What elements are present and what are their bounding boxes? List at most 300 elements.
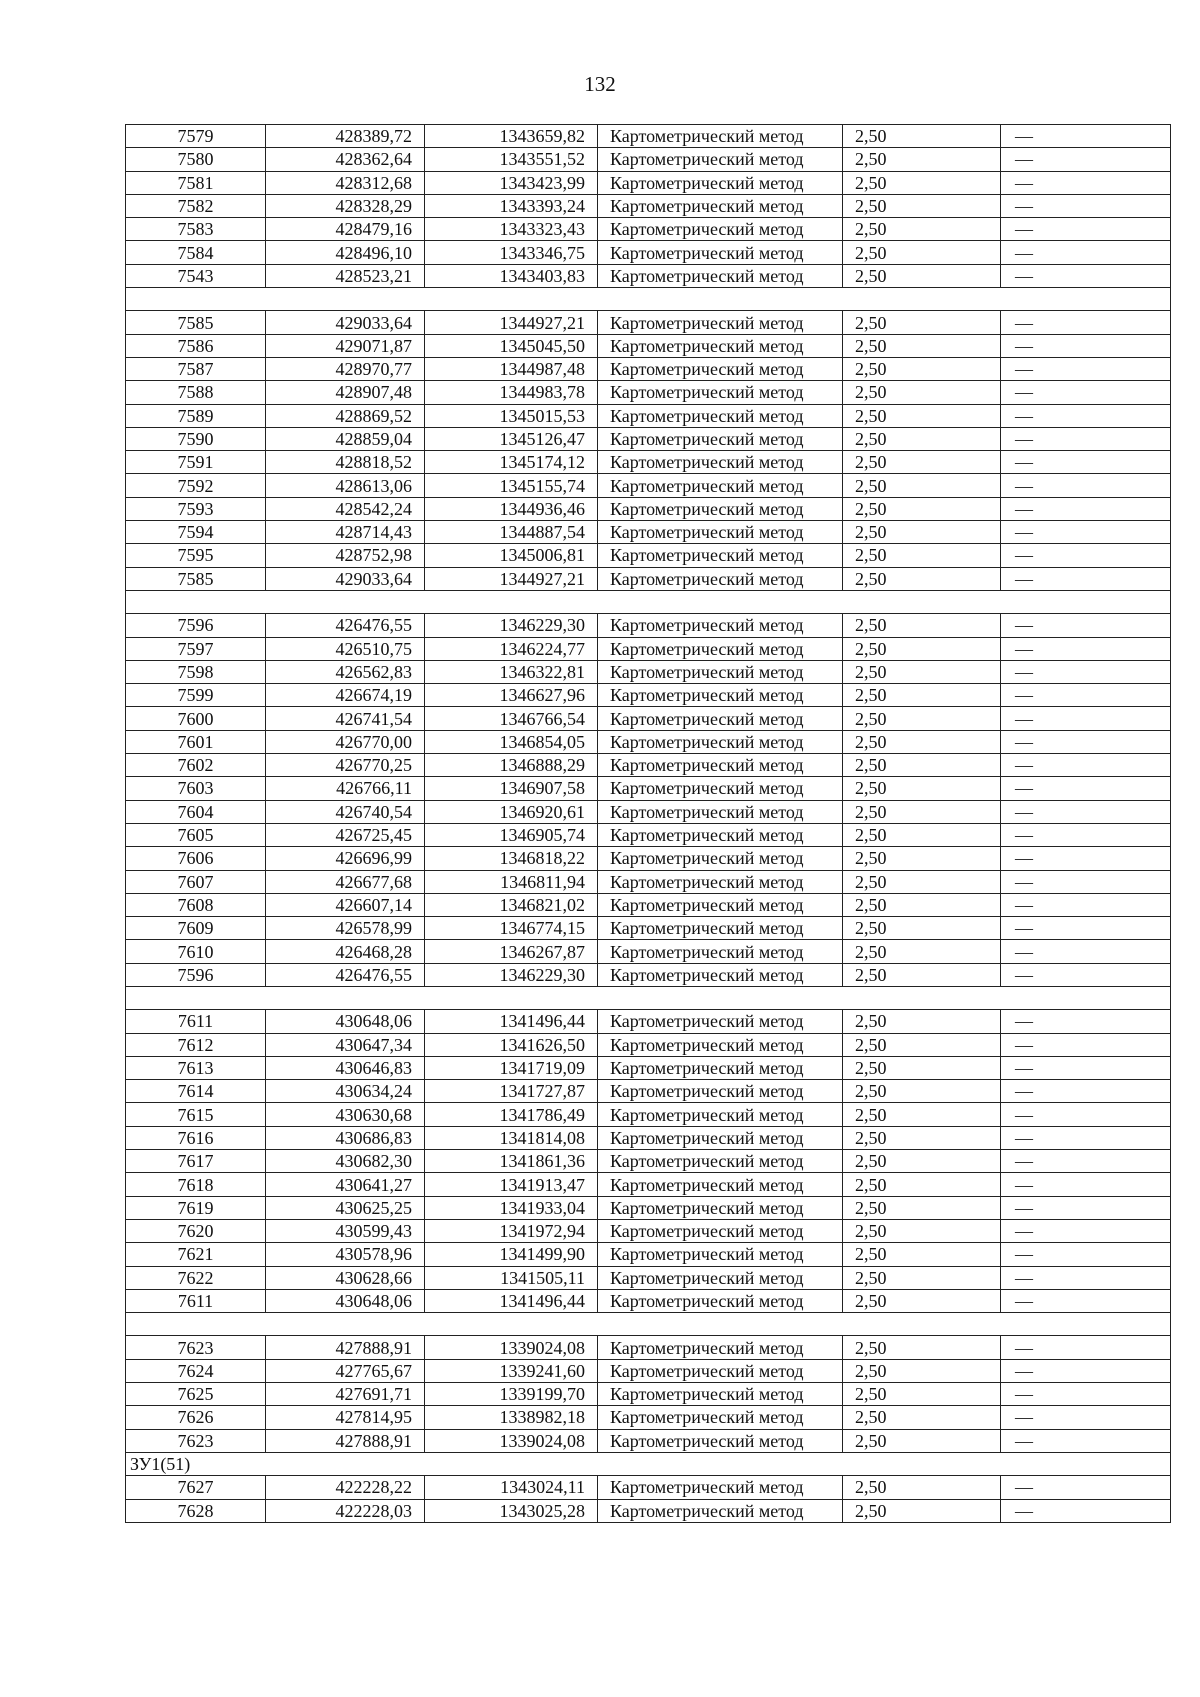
- description-cell: —: [1001, 1150, 1171, 1173]
- x-coordinate-cell: 422228,22: [266, 1476, 425, 1499]
- y-coordinate-cell: 1345006,81: [425, 544, 598, 567]
- point-number-cell: 7588: [126, 381, 266, 404]
- description-cell: —: [1001, 1173, 1171, 1196]
- table-row: [126, 381, 1171, 404]
- y-coordinate-cell: 1346888,29: [425, 754, 598, 777]
- accuracy-cell: 2,50: [843, 474, 1001, 497]
- point-number-cell: 7596: [126, 614, 266, 637]
- method-cell: Картометрический метод: [598, 1499, 843, 1522]
- point-number-cell: 7602: [126, 754, 266, 777]
- table-row: [126, 264, 1171, 287]
- y-coordinate-cell: 1345126,47: [425, 427, 598, 450]
- y-coordinate-cell: 1346322,81: [425, 660, 598, 683]
- y-coordinate-cell: 1346811,94: [425, 870, 598, 893]
- x-coordinate-cell: 430648,06: [266, 1010, 425, 1033]
- table-row: [126, 194, 1171, 217]
- accuracy-cell: 2,50: [843, 404, 1001, 427]
- table-row: [126, 497, 1171, 520]
- y-coordinate-cell: 1345155,74: [425, 474, 598, 497]
- point-number-cell: 7609: [126, 917, 266, 940]
- point-number-cell: 7628: [126, 1499, 266, 1522]
- x-coordinate-cell: 430625,25: [266, 1196, 425, 1219]
- accuracy-cell: 2,50: [843, 1243, 1001, 1266]
- section-label: ЗУ1(51): [126, 1452, 1171, 1475]
- point-number-cell: 7621: [126, 1243, 266, 1266]
- table-row: [126, 1383, 1171, 1406]
- description-cell: —: [1001, 1080, 1171, 1103]
- method-cell: Картометрический метод: [598, 194, 843, 217]
- method-cell: Картометрический метод: [598, 660, 843, 683]
- x-coordinate-cell: 428613,06: [266, 474, 425, 497]
- y-coordinate-cell: 1341496,44: [425, 1010, 598, 1033]
- y-coordinate-cell: 1345174,12: [425, 451, 598, 474]
- point-number-cell: 7597: [126, 637, 266, 660]
- description-cell: —: [1001, 1476, 1171, 1499]
- x-coordinate-cell: 430630,68: [266, 1103, 425, 1126]
- y-coordinate-cell: 1343346,75: [425, 241, 598, 264]
- x-coordinate-cell: 426766,11: [266, 777, 425, 800]
- accuracy-cell: 2,50: [843, 264, 1001, 287]
- description-cell: —: [1001, 754, 1171, 777]
- method-cell: Картометрический метод: [598, 614, 843, 637]
- y-coordinate-cell: 1339024,08: [425, 1336, 598, 1359]
- x-coordinate-cell: 426770,25: [266, 754, 425, 777]
- method-cell: Картометрический метод: [598, 1173, 843, 1196]
- table-row: [126, 777, 1171, 800]
- point-number-cell: 7624: [126, 1359, 266, 1382]
- table-row: [126, 1103, 1171, 1126]
- accuracy-cell: 2,50: [843, 334, 1001, 357]
- point-number-cell: 7586: [126, 334, 266, 357]
- accuracy-cell: 2,50: [843, 823, 1001, 846]
- table-row: [126, 1056, 1171, 1079]
- section-separator-row: [126, 1313, 1171, 1336]
- accuracy-cell: 2,50: [843, 917, 1001, 940]
- table-row: [126, 218, 1171, 241]
- y-coordinate-cell: 1344987,48: [425, 357, 598, 380]
- method-cell: Картометрический метод: [598, 521, 843, 544]
- x-coordinate-cell: 428312,68: [266, 171, 425, 194]
- point-number-cell: 7611: [126, 1010, 266, 1033]
- point-number-cell: 7622: [126, 1266, 266, 1289]
- x-coordinate-cell: 430578,96: [266, 1243, 425, 1266]
- description-cell: —: [1001, 567, 1171, 590]
- description-cell: —: [1001, 1056, 1171, 1079]
- table-row: [126, 1476, 1171, 1499]
- method-cell: Картометрический метод: [598, 940, 843, 963]
- point-number-cell: 7619: [126, 1196, 266, 1219]
- separator-cell: [126, 590, 1171, 613]
- point-number-cell: 7607: [126, 870, 266, 893]
- table-row: [126, 870, 1171, 893]
- description-cell: —: [1001, 1126, 1171, 1149]
- x-coordinate-cell: 426607,14: [266, 893, 425, 916]
- method-cell: Картометрический метод: [598, 777, 843, 800]
- description-cell: —: [1001, 1383, 1171, 1406]
- x-coordinate-cell: 427765,67: [266, 1359, 425, 1382]
- table-row: [126, 684, 1171, 707]
- y-coordinate-cell: 1341719,09: [425, 1056, 598, 1079]
- method-cell: Картометрический метод: [598, 264, 843, 287]
- method-cell: Картометрический метод: [598, 567, 843, 590]
- point-number-cell: 7580: [126, 148, 266, 171]
- point-number-cell: 7620: [126, 1219, 266, 1242]
- description-cell: —: [1001, 1429, 1171, 1452]
- y-coordinate-cell: 1341814,08: [425, 1126, 598, 1149]
- description-cell: —: [1001, 823, 1171, 846]
- point-number-cell: 7626: [126, 1406, 266, 1429]
- accuracy-cell: 2,50: [843, 148, 1001, 171]
- x-coordinate-cell: 429033,64: [266, 311, 425, 334]
- description-cell: —: [1001, 381, 1171, 404]
- point-number-cell: 7584: [126, 241, 266, 264]
- method-cell: Картометрический метод: [598, 637, 843, 660]
- x-coordinate-cell: 428818,52: [266, 451, 425, 474]
- table-row: [126, 847, 1171, 870]
- accuracy-cell: 2,50: [843, 754, 1001, 777]
- table-row: [126, 823, 1171, 846]
- x-coordinate-cell: 430599,43: [266, 1219, 425, 1242]
- point-number-cell: 7605: [126, 823, 266, 846]
- point-number-cell: 7606: [126, 847, 266, 870]
- y-coordinate-cell: 1346774,15: [425, 917, 598, 940]
- description-cell: —: [1001, 800, 1171, 823]
- y-coordinate-cell: 1343423,99: [425, 171, 598, 194]
- accuracy-cell: 2,50: [843, 963, 1001, 986]
- description-cell: —: [1001, 917, 1171, 940]
- table-row: [126, 125, 1171, 148]
- accuracy-cell: 2,50: [843, 1266, 1001, 1289]
- x-coordinate-cell: 430686,83: [266, 1126, 425, 1149]
- method-cell: Картометрический метод: [598, 800, 843, 823]
- accuracy-cell: 2,50: [843, 870, 1001, 893]
- accuracy-cell: 2,50: [843, 451, 1001, 474]
- method-cell: Картометрический метод: [598, 357, 843, 380]
- point-number-cell: 7600: [126, 707, 266, 730]
- description-cell: —: [1001, 1033, 1171, 1056]
- description-cell: —: [1001, 1103, 1171, 1126]
- y-coordinate-cell: 1346627,96: [425, 684, 598, 707]
- table-row: [126, 1243, 1171, 1266]
- table-row: [126, 1429, 1171, 1452]
- y-coordinate-cell: 1343024,11: [425, 1476, 598, 1499]
- description-cell: —: [1001, 730, 1171, 753]
- x-coordinate-cell: 430647,34: [266, 1033, 425, 1056]
- y-coordinate-cell: 1341499,90: [425, 1243, 598, 1266]
- method-cell: Картометрический метод: [598, 544, 843, 567]
- y-coordinate-cell: 1344936,46: [425, 497, 598, 520]
- y-coordinate-cell: 1341913,47: [425, 1173, 598, 1196]
- accuracy-cell: 2,50: [843, 218, 1001, 241]
- method-cell: Картометрический метод: [598, 1359, 843, 1382]
- table-row: [126, 707, 1171, 730]
- point-number-cell: 7587: [126, 357, 266, 380]
- y-coordinate-cell: 1346854,05: [425, 730, 598, 753]
- accuracy-cell: 2,50: [843, 357, 1001, 380]
- method-cell: Картометрический метод: [598, 1126, 843, 1149]
- table-row: [126, 521, 1171, 544]
- table-row: [126, 614, 1171, 637]
- y-coordinate-cell: 1343551,52: [425, 148, 598, 171]
- y-coordinate-cell: 1339241,60: [425, 1359, 598, 1382]
- accuracy-cell: 2,50: [843, 497, 1001, 520]
- x-coordinate-cell: 428542,24: [266, 497, 425, 520]
- y-coordinate-cell: 1344887,54: [425, 521, 598, 544]
- x-coordinate-cell: 428362,64: [266, 148, 425, 171]
- description-cell: —: [1001, 1499, 1171, 1522]
- table-row: [126, 963, 1171, 986]
- table-row: [126, 1499, 1171, 1522]
- table-row: [126, 404, 1171, 427]
- x-coordinate-cell: 428907,48: [266, 381, 425, 404]
- method-cell: Картометрический метод: [598, 754, 843, 777]
- accuracy-cell: 2,50: [843, 567, 1001, 590]
- method-cell: Картометрический метод: [598, 823, 843, 846]
- table-row: [126, 800, 1171, 823]
- description-cell: —: [1001, 451, 1171, 474]
- y-coordinate-cell: 1346766,54: [425, 707, 598, 730]
- method-cell: Картометрический метод: [598, 241, 843, 264]
- y-coordinate-cell: 1341972,94: [425, 1219, 598, 1242]
- accuracy-cell: 2,50: [843, 1103, 1001, 1126]
- point-number-cell: 7615: [126, 1103, 266, 1126]
- method-cell: Картометрический метод: [598, 1406, 843, 1429]
- x-coordinate-cell: 428714,43: [266, 521, 425, 544]
- accuracy-cell: 2,50: [843, 777, 1001, 800]
- table-row: [126, 1336, 1171, 1359]
- description-cell: —: [1001, 963, 1171, 986]
- separator-cell: [126, 1313, 1171, 1336]
- table-row: [126, 357, 1171, 380]
- y-coordinate-cell: 1341505,11: [425, 1266, 598, 1289]
- section-separator-row: [126, 590, 1171, 613]
- table-row: [126, 940, 1171, 963]
- description-cell: —: [1001, 194, 1171, 217]
- method-cell: Картометрический метод: [598, 847, 843, 870]
- accuracy-cell: 2,50: [843, 1406, 1001, 1429]
- point-number-cell: 7604: [126, 800, 266, 823]
- point-number-cell: 7613: [126, 1056, 266, 1079]
- accuracy-cell: 2,50: [843, 800, 1001, 823]
- coordinates-table: [125, 124, 1171, 1523]
- y-coordinate-cell: 1346920,61: [425, 800, 598, 823]
- method-cell: Картометрический метод: [598, 917, 843, 940]
- accuracy-cell: 2,50: [843, 940, 1001, 963]
- accuracy-cell: 2,50: [843, 1383, 1001, 1406]
- x-coordinate-cell: 422228,03: [266, 1499, 425, 1522]
- accuracy-cell: 2,50: [843, 171, 1001, 194]
- point-number-cell: 7599: [126, 684, 266, 707]
- x-coordinate-cell: 426725,45: [266, 823, 425, 846]
- method-cell: Картометрический метод: [598, 125, 843, 148]
- description-cell: —: [1001, 148, 1171, 171]
- y-coordinate-cell: 1341496,44: [425, 1289, 598, 1312]
- accuracy-cell: 2,50: [843, 614, 1001, 637]
- y-coordinate-cell: 1343659,82: [425, 125, 598, 148]
- y-coordinate-cell: 1346818,22: [425, 847, 598, 870]
- table-row: [126, 1359, 1171, 1382]
- point-number-cell: 7593: [126, 497, 266, 520]
- point-number-cell: 7614: [126, 1080, 266, 1103]
- x-coordinate-cell: 428869,52: [266, 404, 425, 427]
- description-cell: —: [1001, 497, 1171, 520]
- accuracy-cell: 2,50: [843, 1080, 1001, 1103]
- separator-cell: [126, 288, 1171, 311]
- accuracy-cell: 2,50: [843, 893, 1001, 916]
- method-cell: Картометрический метод: [598, 334, 843, 357]
- x-coordinate-cell: 428752,98: [266, 544, 425, 567]
- description-cell: —: [1001, 614, 1171, 637]
- method-cell: Картометрический метод: [598, 684, 843, 707]
- accuracy-cell: 2,50: [843, 1150, 1001, 1173]
- x-coordinate-cell: 427888,91: [266, 1336, 425, 1359]
- x-coordinate-cell: 426741,54: [266, 707, 425, 730]
- point-number-cell: 7610: [126, 940, 266, 963]
- description-cell: —: [1001, 427, 1171, 450]
- y-coordinate-cell: 1338982,18: [425, 1406, 598, 1429]
- x-coordinate-cell: 426476,55: [266, 963, 425, 986]
- description-cell: —: [1001, 125, 1171, 148]
- point-number-cell: 7608: [126, 893, 266, 916]
- y-coordinate-cell: 1346229,30: [425, 614, 598, 637]
- method-cell: Картометрический метод: [598, 1266, 843, 1289]
- method-cell: Картометрический метод: [598, 1383, 843, 1406]
- accuracy-cell: 2,50: [843, 1499, 1001, 1522]
- table-row: [126, 754, 1171, 777]
- point-number-cell: 7579: [126, 125, 266, 148]
- y-coordinate-cell: 1346905,74: [425, 823, 598, 846]
- description-cell: —: [1001, 1219, 1171, 1242]
- method-cell: Картометрический метод: [598, 1103, 843, 1126]
- method-cell: Картометрический метод: [598, 1033, 843, 1056]
- y-coordinate-cell: 1344927,21: [425, 311, 598, 334]
- y-coordinate-cell: 1341933,04: [425, 1196, 598, 1219]
- table-row: [126, 171, 1171, 194]
- y-coordinate-cell: 1346267,87: [425, 940, 598, 963]
- method-cell: Картометрический метод: [598, 1010, 843, 1033]
- table-row: [126, 1289, 1171, 1312]
- x-coordinate-cell: 427691,71: [266, 1383, 425, 1406]
- table-row: [126, 893, 1171, 916]
- description-cell: —: [1001, 1406, 1171, 1429]
- accuracy-cell: 2,50: [843, 1126, 1001, 1149]
- table-row: [126, 1080, 1171, 1103]
- table-row: [126, 917, 1171, 940]
- y-coordinate-cell: 1346821,02: [425, 893, 598, 916]
- table-row: [126, 334, 1171, 357]
- method-cell: Картометрический метод: [598, 404, 843, 427]
- point-number-cell: 7592: [126, 474, 266, 497]
- accuracy-cell: 2,50: [843, 241, 1001, 264]
- point-number-cell: 7625: [126, 1383, 266, 1406]
- description-cell: —: [1001, 1336, 1171, 1359]
- accuracy-cell: 2,50: [843, 1219, 1001, 1242]
- description-cell: —: [1001, 218, 1171, 241]
- x-coordinate-cell: 428496,10: [266, 241, 425, 264]
- y-coordinate-cell: 1341727,87: [425, 1080, 598, 1103]
- section-separator-row: [126, 986, 1171, 1009]
- y-coordinate-cell: 1343323,43: [425, 218, 598, 241]
- x-coordinate-cell: 427814,95: [266, 1406, 425, 1429]
- accuracy-cell: 2,50: [843, 1429, 1001, 1452]
- y-coordinate-cell: 1341786,49: [425, 1103, 598, 1126]
- accuracy-cell: 2,50: [843, 660, 1001, 683]
- point-number-cell: 7616: [126, 1126, 266, 1149]
- y-coordinate-cell: 1344983,78: [425, 381, 598, 404]
- coordinates-table-body: [126, 125, 1171, 1523]
- table-row: [126, 1150, 1171, 1173]
- method-cell: Картометрический метод: [598, 381, 843, 404]
- method-cell: Картометрический метод: [598, 963, 843, 986]
- section-label-row: [126, 1452, 1171, 1475]
- table-row: [126, 1010, 1171, 1033]
- x-coordinate-cell: 428970,77: [266, 357, 425, 380]
- y-coordinate-cell: 1339024,08: [425, 1429, 598, 1452]
- x-coordinate-cell: 430646,83: [266, 1056, 425, 1079]
- table-row: [126, 544, 1171, 567]
- table-row: [126, 1406, 1171, 1429]
- point-number-cell: 7581: [126, 171, 266, 194]
- accuracy-cell: 2,50: [843, 1289, 1001, 1312]
- description-cell: —: [1001, 1289, 1171, 1312]
- accuracy-cell: 2,50: [843, 1173, 1001, 1196]
- description-cell: —: [1001, 544, 1171, 567]
- point-number-cell: 7598: [126, 660, 266, 683]
- description-cell: —: [1001, 404, 1171, 427]
- y-coordinate-cell: 1343025,28: [425, 1499, 598, 1522]
- accuracy-cell: 2,50: [843, 521, 1001, 544]
- point-number-cell: 7591: [126, 451, 266, 474]
- description-cell: —: [1001, 474, 1171, 497]
- table-row: [126, 1266, 1171, 1289]
- method-cell: Картометрический метод: [598, 1056, 843, 1079]
- method-cell: Картометрический метод: [598, 1289, 843, 1312]
- description-cell: —: [1001, 334, 1171, 357]
- table-row: [126, 1126, 1171, 1149]
- accuracy-cell: 2,50: [843, 1196, 1001, 1219]
- description-cell: —: [1001, 893, 1171, 916]
- table-row: [126, 1219, 1171, 1242]
- x-coordinate-cell: 426562,83: [266, 660, 425, 683]
- accuracy-cell: 2,50: [843, 125, 1001, 148]
- description-cell: —: [1001, 311, 1171, 334]
- point-number-cell: 7611: [126, 1289, 266, 1312]
- accuracy-cell: 2,50: [843, 637, 1001, 660]
- description-cell: —: [1001, 1243, 1171, 1266]
- accuracy-cell: 2,50: [843, 427, 1001, 450]
- point-number-cell: 7589: [126, 404, 266, 427]
- accuracy-cell: 2,50: [843, 1010, 1001, 1033]
- description-cell: —: [1001, 684, 1171, 707]
- method-cell: Картометрический метод: [598, 1336, 843, 1359]
- method-cell: Картометрический метод: [598, 171, 843, 194]
- description-cell: —: [1001, 521, 1171, 544]
- point-number-cell: 7583: [126, 218, 266, 241]
- x-coordinate-cell: 428479,16: [266, 218, 425, 241]
- description-cell: —: [1001, 847, 1171, 870]
- point-number-cell: 7601: [126, 730, 266, 753]
- point-number-cell: 7623: [126, 1336, 266, 1359]
- section-separator-row: [126, 288, 1171, 311]
- accuracy-cell: 2,50: [843, 544, 1001, 567]
- accuracy-cell: 2,50: [843, 194, 1001, 217]
- accuracy-cell: 2,50: [843, 684, 1001, 707]
- separator-cell: [126, 986, 1171, 1009]
- x-coordinate-cell: 426740,54: [266, 800, 425, 823]
- y-coordinate-cell: 1344927,21: [425, 567, 598, 590]
- table-row: [126, 1033, 1171, 1056]
- point-number-cell: 7603: [126, 777, 266, 800]
